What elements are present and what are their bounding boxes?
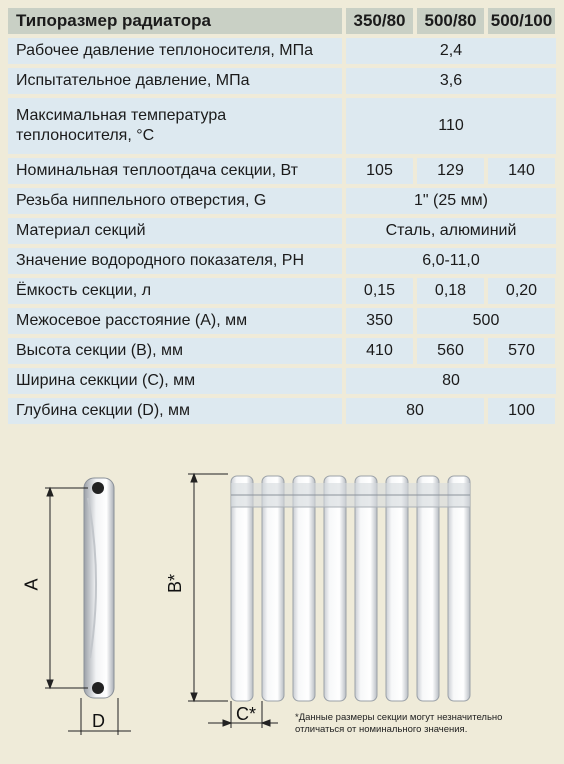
row-label: Значение водородного показателя, РН: [8, 248, 342, 274]
row-value-500-80: 129: [417, 158, 484, 184]
row-label: Ширина секкции (С), мм: [8, 368, 342, 394]
table-row: [8, 368, 556, 394]
row-value: 3,6: [346, 68, 556, 94]
row-value-350-80: 105: [346, 158, 413, 184]
table-row: [8, 98, 556, 154]
table-row: [8, 68, 556, 94]
row-label: Резьба ниппельного отверстия, G: [8, 188, 342, 214]
table-row: [8, 278, 556, 304]
row-label: Материал секций: [8, 218, 342, 244]
row-value-350-80: 0,15: [346, 278, 413, 304]
footnote-line1: *Данные размеры секции могут незначительно: [295, 712, 503, 723]
table-row: [8, 158, 556, 184]
radiator-diagram: [8, 458, 556, 758]
dimension-b-label: В*: [165, 573, 186, 594]
footnote: [295, 712, 545, 736]
row-label: Межосевое расстояние (А), мм: [8, 308, 342, 334]
row-label: [8, 98, 342, 154]
header-col-500-100: 500/100: [488, 8, 555, 34]
row-value-500-100: 140: [488, 158, 555, 184]
row-label-line1: Максимальная температура: [16, 107, 227, 125]
row-label: Испытательное давление, МПа: [8, 68, 342, 94]
row-value: 110: [346, 98, 556, 154]
row-value-500-80: 0,18: [417, 278, 484, 304]
dimension-b: [188, 474, 228, 701]
header-label: Типоразмер радиатора: [8, 8, 342, 34]
header-col-350-80: 350/80: [346, 8, 413, 34]
dimension-a-label: А: [21, 578, 42, 591]
spec-table: [8, 8, 556, 428]
row-label: Высота секции (В), мм: [8, 338, 342, 364]
dimension-c-label: С*: [236, 704, 257, 724]
side-view-section: [84, 478, 114, 698]
row-label: Рабочее давление теплоносителя, МПа: [8, 38, 342, 64]
table-row: [8, 248, 556, 274]
row-value: 6,0-11,0: [346, 248, 556, 274]
front-view-radiator: [231, 476, 470, 701]
row-value-350-80: 410: [346, 338, 413, 364]
row-value: Сталь, алюминий: [346, 218, 556, 244]
row-label: Номинальная теплоотдача секции, Вт: [8, 158, 342, 184]
row-value-500-100: 100: [488, 398, 555, 424]
row-value: 80: [346, 368, 556, 394]
row-value-350-80: 350: [346, 308, 413, 334]
table-header-row: [8, 8, 556, 34]
row-label: Глубина секции (D), мм: [8, 398, 342, 424]
table-row: [8, 38, 556, 64]
row-label: Ёмкость секции, л: [8, 278, 342, 304]
row-value-500-100: 0,20: [488, 278, 555, 304]
table-row: [8, 188, 556, 214]
row-value-80: 80: [346, 398, 484, 424]
dimension-d-label: D: [92, 711, 105, 731]
table-row: [8, 398, 556, 424]
table-row: [8, 308, 556, 334]
table-row: [8, 218, 556, 244]
row-label-line2: теплоносителя, °С: [16, 127, 155, 144]
footnote-line2: отличаться от номинального значения.: [295, 723, 468, 735]
header-col-500-80: 500/80: [417, 8, 484, 34]
table-row: [8, 338, 556, 364]
row-value-500: 500: [417, 308, 555, 334]
dimension-a: [45, 488, 88, 688]
row-value-500-80: 560: [417, 338, 484, 364]
row-value-500-100: 570: [488, 338, 555, 364]
row-value: 2,4: [346, 38, 556, 64]
row-value: 1" (25 мм): [346, 188, 556, 214]
